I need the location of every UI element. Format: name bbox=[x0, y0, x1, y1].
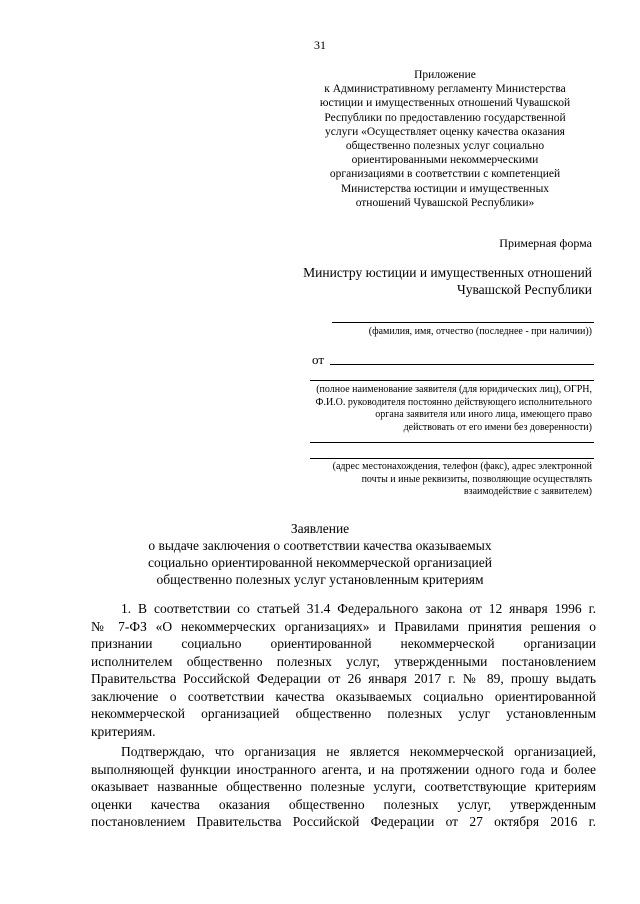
addressee-line: Министру юстиции и имущественных отношений bbox=[303, 265, 592, 280]
body-line: критериям. bbox=[91, 723, 156, 739]
body-line: признании социально ориентированной некоммерческой организации bbox=[91, 636, 596, 651]
paragraph-1 bbox=[91, 600, 596, 740]
appendix-line: организациями в соответствии с компетенцией bbox=[329, 168, 561, 181]
address-hint-line: почты и иные реквизиты, позволяющие осуществлять bbox=[361, 473, 592, 485]
title-line: общественно полезных услуг установленным критериям bbox=[156, 572, 484, 587]
fio-hint: (фамилия, имя, отчество (последнее - при наличии)) bbox=[368, 326, 592, 337]
appendix-line: Республики по предоставлению государственной bbox=[324, 111, 566, 124]
appendix-line: услуги «Осуществляет оценку качества оказания bbox=[325, 125, 565, 138]
appendix-header bbox=[300, 68, 590, 210]
body-line: Подтверждаю, что организация не является некоммерческой организацией, bbox=[121, 744, 596, 759]
fio-fill-line bbox=[332, 322, 594, 323]
body-line: постановлением Правительства Российской Федерации от 27 октября 2016 г. bbox=[91, 814, 596, 829]
body-line: заключение о соответствии качества оказываемых социально ориентированной bbox=[91, 688, 596, 704]
appendix-line: Министерства юстиции и имущественных bbox=[340, 182, 550, 195]
body-line: выполняющей функции иностранного агента, и на протяжении одного года и более bbox=[91, 761, 596, 777]
appendix-line: Приложение bbox=[414, 69, 476, 81]
page-number: 31 bbox=[314, 38, 326, 52]
body-line: 1. В соответствии со статьей 31.4 Федерального закона от 12 января 1996 г. bbox=[121, 601, 596, 616]
addressee-block bbox=[272, 264, 592, 298]
document-body bbox=[91, 600, 596, 831]
title-line: Заявление bbox=[290, 521, 350, 536]
applicant-hint-line: действовать от его имени без доверенности) bbox=[403, 421, 592, 433]
appendix-line: к Административному регламенту Министерства bbox=[324, 83, 566, 96]
address-hint bbox=[333, 461, 592, 499]
body-line: оказывает названные общественно полезные услуги, соответствующие критериям bbox=[91, 779, 596, 794]
address-hint-line: (адрес местонахождения, телефон (факс), адрес электронной bbox=[332, 461, 592, 472]
body-line: некоммерческой организацией общественно полезных услуг установленным bbox=[91, 706, 596, 721]
body-line: исполнителем общественно полезных услуг, утвержденными постановлением bbox=[91, 653, 596, 669]
paragraph-2 bbox=[91, 743, 596, 831]
appendix-line: юстиции и имущественных отношений Чувашской bbox=[319, 97, 571, 110]
address-fill-line-1 bbox=[310, 442, 594, 443]
from-fill-line-1 bbox=[330, 364, 594, 365]
sample-form-label: Примерная форма bbox=[499, 236, 592, 250]
appendix-line: отношений Чувашской Республики» bbox=[355, 196, 535, 209]
applicant-hint-line: (полное наименование заявителя (для юридических лиц), ОГРН, bbox=[316, 384, 592, 395]
from-fill-line-2 bbox=[310, 380, 594, 381]
applicant-hint bbox=[316, 384, 592, 434]
title-line: о выдаче заключения о соответствии качества оказываемых bbox=[148, 538, 492, 553]
appendix-line: общественно полезных услуг социально bbox=[345, 140, 545, 153]
address-hint-line: взаимодействие с заявителем) bbox=[463, 486, 592, 497]
body-line: № 7-ФЗ «О некоммерческих организациях» и Правилами принятия решения о bbox=[91, 618, 596, 634]
document-title bbox=[100, 520, 540, 588]
body-line: оценки качества оказания общественно полезных услуг, утвержденным bbox=[91, 796, 596, 812]
appendix-line: ориентированными некоммерческими bbox=[351, 154, 539, 167]
body-line: Правительства Российской Федерации от 26 января 2017 г. № 89, прошу выдать bbox=[91, 671, 596, 686]
applicant-hint-line: Ф.И.О. руководителя постоянно действующего исполнительного bbox=[315, 396, 592, 408]
from-label: от bbox=[312, 352, 325, 367]
title-line: социально ориентированной некоммерческой организацией bbox=[148, 555, 492, 570]
addressee-line: Чувашской Республики bbox=[456, 282, 592, 297]
address-fill-line-2 bbox=[310, 458, 594, 459]
applicant-hint-line: органа заявителя или иного лица, имеющего право bbox=[375, 409, 592, 420]
